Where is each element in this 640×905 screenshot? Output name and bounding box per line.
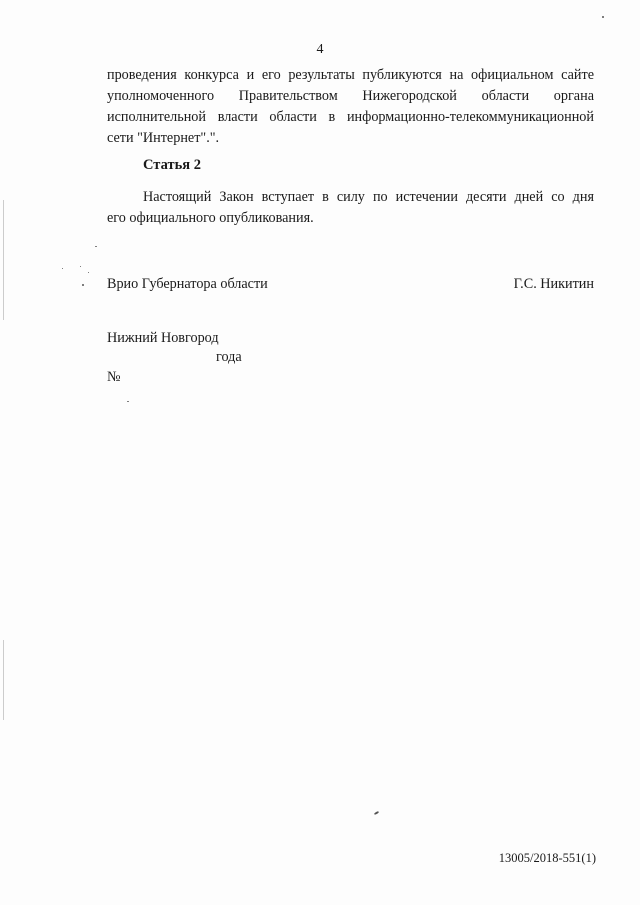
page-number: 4 bbox=[316, 42, 324, 57]
scan-speck bbox=[374, 811, 379, 815]
place-name: Нижний Новгород bbox=[107, 330, 219, 346]
signer-name: Г.С. Никитин bbox=[513, 276, 594, 292]
text-line: сети "Интернет".". bbox=[107, 130, 220, 146]
scan-speck bbox=[602, 16, 604, 18]
text-line: исполнительной власти области в информационно-телекоммуникационной bbox=[107, 109, 594, 125]
article-2-text bbox=[107, 187, 594, 229]
article-heading: Статья 2 bbox=[143, 157, 201, 173]
scan-edge-line bbox=[3, 640, 4, 720]
date-year-word: года bbox=[216, 349, 242, 365]
number-sign: № bbox=[107, 369, 121, 385]
scan-edge-line bbox=[3, 200, 4, 320]
scan-speck bbox=[62, 268, 63, 269]
text-line: Настоящий Закон вступает в силу по истечении десяти дней со дня bbox=[143, 189, 594, 205]
text-line: его официального опубликования. bbox=[107, 210, 314, 226]
registry-number: 13005/2018-551(1) bbox=[498, 851, 596, 865]
text-line: проведения конкурса и его результаты публикуются на официальном сайте bbox=[107, 67, 594, 83]
signer-title: Врио Губернатора области bbox=[107, 276, 268, 292]
scan-speck bbox=[82, 284, 84, 286]
scan-speck bbox=[95, 246, 97, 247]
scan-speck bbox=[127, 401, 129, 402]
scan-speck bbox=[88, 272, 89, 273]
text-line: уполномоченного Правительством Нижегородской области органа bbox=[107, 88, 594, 104]
scan-speck bbox=[80, 266, 81, 267]
article-1-continuation bbox=[107, 65, 594, 149]
